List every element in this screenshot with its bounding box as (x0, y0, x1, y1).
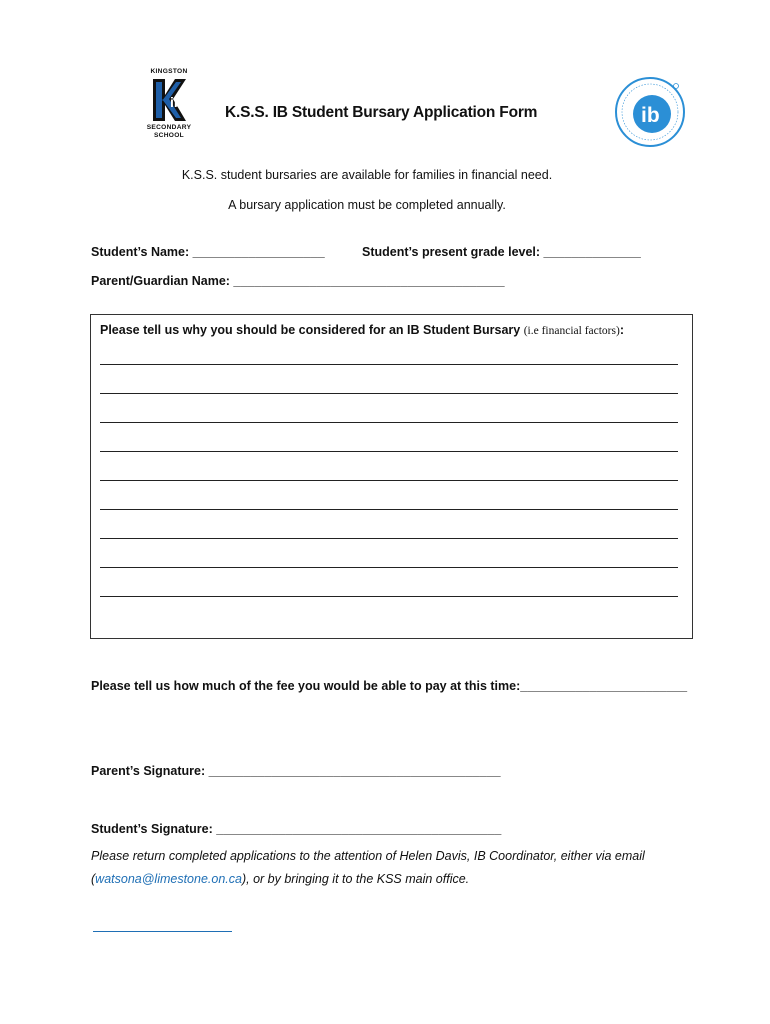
student-name-field[interactable]: Student’s Name: ___________________ (91, 245, 325, 259)
logo-bottom-text-1: SECONDARY (146, 124, 192, 131)
reason-blank-line[interactable] (100, 422, 678, 423)
reason-blank-line[interactable] (100, 364, 678, 365)
kss-logo (140, 68, 198, 142)
reason-blank-line[interactable] (100, 596, 678, 597)
svg-text:ib: ib (170, 94, 183, 110)
reason-prompt-colon: : (619, 323, 624, 337)
reason-blank-line[interactable] (100, 538, 678, 539)
grade-level-field[interactable]: Student’s present grade level: ______________ (362, 245, 641, 259)
reason-prompt (100, 323, 624, 337)
parent-signature-field[interactable]: Parent’s Signature: __________________________________________ (91, 764, 501, 778)
svg-text:ib: ib (641, 104, 660, 127)
intro-line-1: K.S.S. student bursaries are available for families in financial need. (181, 168, 553, 182)
return-note-part1: Please return completed applications to the attention of Helen Davis, IB Coordinator, either via email ( (91, 849, 645, 886)
logo-top-text: KINGSTON (150, 68, 188, 75)
return-note (91, 845, 671, 891)
parent-name-field[interactable]: Parent/Guardian Name: _______________________________________ (91, 274, 505, 288)
reason-prompt-note: (i.e financial factors) (523, 325, 620, 337)
reason-box[interactable] (90, 314, 693, 639)
kss-k-emblem-icon (151, 77, 187, 123)
empty-hyperlink-underline[interactable] (93, 931, 232, 932)
reason-blank-line[interactable] (100, 480, 678, 481)
reason-blank-line[interactable] (100, 451, 678, 452)
reason-prompt-main: Please tell us why you should be considered for an IB Student Bursary (100, 323, 524, 337)
student-signature-field[interactable]: Student’s Signature: _________________________________________ (91, 822, 502, 836)
reason-blank-line[interactable] (100, 509, 678, 510)
intro-line-2: A bursary application must be completed annually. (228, 198, 506, 212)
fee-question-field[interactable]: Please tell us how much of the fee you would be able to pay at this time:________________________ (91, 679, 688, 693)
logo-bottom-text-2: SCHOOL (153, 132, 184, 139)
form-title: K.S.S. IB Student Bursary Application Form (225, 104, 538, 121)
ib-seal-icon (614, 76, 686, 148)
return-note-part2: ), or by bringing it to the KSS main office. (241, 872, 470, 886)
reason-blank-line[interactable] (100, 393, 678, 394)
coordinator-email-link[interactable]: watsona@limestone.on.ca (95, 872, 242, 886)
reason-blank-line[interactable] (100, 567, 678, 568)
